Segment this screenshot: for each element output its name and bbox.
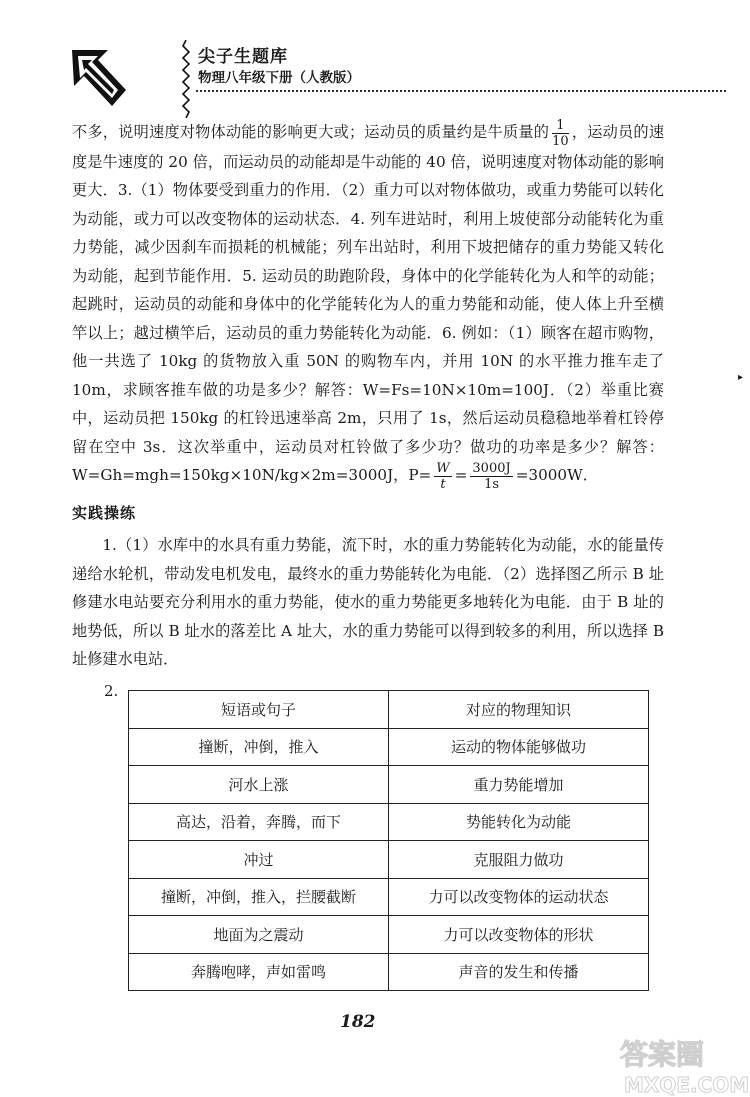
table-row — [129, 766, 649, 804]
phrase-cell: 冲过 — [129, 841, 389, 879]
page-header — [60, 28, 670, 108]
watermark-line-1: 答案圈 — [620, 1038, 705, 1071]
fraction-denominator: 1s — [484, 476, 500, 492]
physics-knowledge-cell: 运动的物体能够做功 — [389, 728, 649, 766]
physics-knowledge-cell: 力可以改变物体的运动状态 — [389, 878, 649, 916]
phrase-cell: 短语或句子 — [129, 691, 389, 729]
table-row — [129, 916, 649, 954]
page-number: 182 — [340, 1012, 376, 1032]
physics-knowledge-cell: 力可以改变物体的形状 — [389, 916, 649, 954]
fraction-numerator: 3000J — [472, 460, 511, 476]
fraction-w-over-t — [434, 462, 451, 491]
section-title: 实践操练 — [72, 503, 137, 522]
text-segment: 不多，说明速度对物体动能的影响更大或；运动员的质量约是牛质量的 — [72, 123, 550, 141]
physics-knowledge-cell: 克服阻力做功 — [389, 841, 649, 879]
margin-arrow-icon: ▸ — [738, 372, 744, 383]
phrase-cell: 撞断，冲倒，推入，拦腰截断 — [129, 878, 389, 916]
phrase-cell: 撞断，冲倒，推入 — [129, 728, 389, 766]
table-row — [129, 841, 649, 879]
fraction-denominator: t — [440, 476, 446, 492]
question-2-label: 2. — [104, 682, 119, 700]
table-row — [129, 878, 649, 916]
book-title: 尖子生题库 — [198, 47, 288, 67]
fraction-numerator: 1 — [552, 119, 569, 134]
physics-knowledge-cell: 势能转化为动能 — [389, 803, 649, 841]
answer-paragraph-2: 1.（1）水库中的水具有重力势能，流下时，水的重力势能转化为动能，水的能量传递给水轮机，带动发电机发电，最终水的重力势能转化为电能．（2）选择图乙所示 B 址修建水电站要充分利用水的重力势能，使水的重力势能更多地转化为电能．由于 B 址的地势低，所以 B 址水的落差比 A 址大，水的重力势能可以得到较多的利用，所以选择 B 址修建水电站． — [72, 536, 664, 668]
physics-knowledge-table — [128, 690, 649, 991]
watermark-line-2: MXQE.COM — [624, 1073, 750, 1097]
book-subtitle: 物理八年级下册（人教版） — [198, 70, 360, 86]
text-segment: =3000W． — [515, 466, 598, 484]
fraction-3000j-over-1s — [470, 462, 512, 491]
phrase-cell: 高达，沿着，奔腾，而下 — [129, 803, 389, 841]
physics-knowledge-cell: 重力势能增加 — [389, 766, 649, 804]
fraction-one-tenth — [552, 119, 569, 148]
equals-sign: = — [454, 466, 468, 484]
fraction-denominator: 10 — [552, 133, 569, 149]
phrase-cell: 地面为之震动 — [129, 916, 389, 954]
zigzag-divider-icon — [182, 40, 190, 118]
arrow-logo-icon — [68, 46, 130, 116]
answer-content — [72, 118, 664, 674]
phrase-cell: 奔腾咆哮，声如雷鸣 — [129, 953, 389, 991]
header-dotted-rule — [196, 90, 726, 92]
phrase-cell: 河水上涨 — [129, 766, 389, 804]
table-row — [129, 803, 649, 841]
physics-knowledge-cell: 声音的发生和传播 — [389, 953, 649, 991]
table-row — [129, 728, 649, 766]
fraction-numerator: W — [436, 460, 450, 476]
physics-knowledge-cell: 对应的物理知识 — [389, 691, 649, 729]
table-body — [129, 691, 649, 991]
answer-paragraph-1 — [72, 118, 664, 491]
text-segment: ，运动员的速度是牛速度的 20 倍，而运动员的动能却是牛动能的 40 倍，说明速度对物体动能的影响更大．3.（1）物体要受到重力的作用．（2）重力可以对物体做功，或重力势能可以转化为动能，或力可以改变物体的运动状态．4. 列车进站时，利用上坡使部分动能转化为重力势能，减少因刹车而损耗的机械能；列车出站时，利用下坡把储存的重力势能又转化为动能，起到节能作用．5. 运动员的助跑阶段，身体中的化学能转化为人和竿的动能；起跳时，运动员的动能和身体中的化学能转化为人的重力势能和动能，使人体上升至横竿以上；越过横竿后，运动员的重力势能转化为动能．6. 例如：（1）顾客在超市购物，他一共选了 10kg 的货物放入重 50N 的购物车内，并用 10N 的水平推力推车走了 10m，求顾客推车做的功是多少？解答：W=Fs=10N×10m=100J．（2）举重比赛中，运动员把 150kg 的杠铃迅速举高 2m，只用了 1s，然后运动员稳稳地举着杠铃停留在空中 3s．这次举重中，运动员对杠铃做了多少功？做功的功率是多少？解答：W=Gh=mgh=150kg×10N/kg×2m=3000J，P= — [72, 123, 664, 484]
watermark-logo-icon — [610, 1030, 750, 1097]
table-row — [129, 953, 649, 991]
table-header-row — [129, 691, 649, 729]
